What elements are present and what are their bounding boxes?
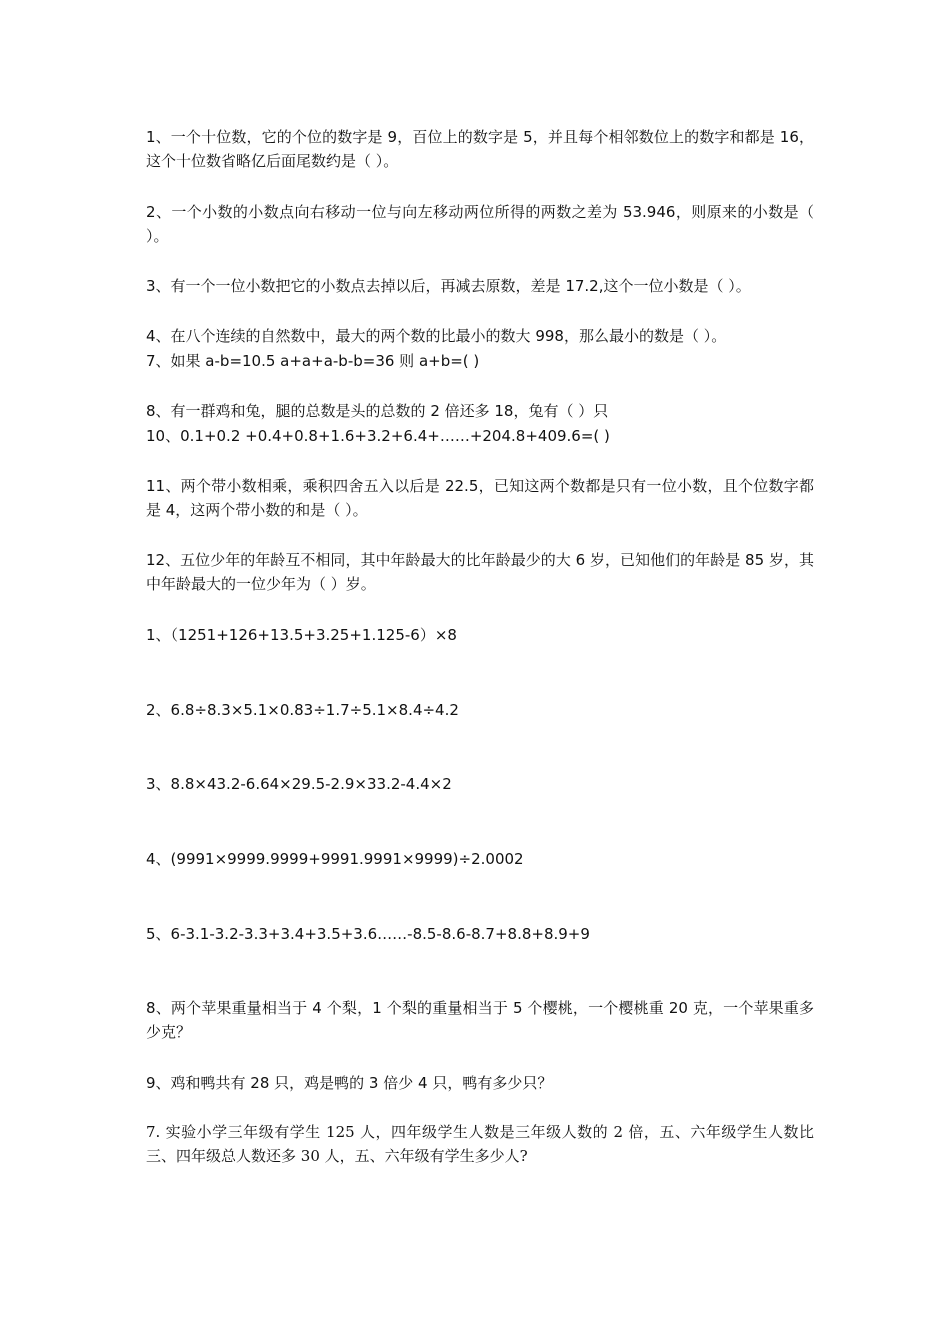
question-4-consecutive-numbers: 4、在八个连续的自然数中，最大的两个数的比最小的数大 998，那么最小的数是（ ）。 [146, 327, 727, 345]
question-1-ten-digit-number: 1、一个十位数，它的个位的数字是 9，百位上的数字是 5，并且每个相邻数位上的数字和都是 16，这个十位数省略亿后面尾数约是（ ）。 [146, 128, 814, 170]
calculation-5: 5、6-3.1-3.2-3.3+3.4+3.5+3.6……-8.5-8.6-8.7+8.8+8.9+9 [146, 925, 590, 943]
question-12-youth-ages: 12、五位少年的年龄互不相同，其中年龄最大的比年龄最少的大 6 岁，已知他们的年龄是 85 岁，其中年龄最大的一位少年为（ ）岁。 [146, 551, 814, 593]
question-10-doubling-sum: 10、0.1+0.2 +0.4+0.8+1.6+3.2+6.4+……+204.8+409.6=( ) [146, 427, 610, 445]
calculation-2: 2、6.8÷8.3×5.1×0.83÷1.7÷5.1×8.4÷4.2 [146, 701, 459, 719]
word-problem-8-apples-pears: 8、两个苹果重量相当于 4 个梨，1 个梨的重量相当于 5 个樱桃，一个樱桃重 20 克，一个苹果重多少克？ [146, 999, 814, 1041]
calculation-1: 1、（1251+126+13.5+3.25+1.125-6）×8 [146, 626, 457, 644]
calculation-4: 4、(9991×9999.9999+9991.9991×9999)÷2.0002 [146, 850, 524, 868]
word-problem-9-chickens-ducks: 9、鸡和鸭共有 28 只，鸡是鸭的 3 倍少 4 只，鸭有多少只？ [146, 1074, 553, 1092]
word-problem-7-school-students: 7. 实验小学三年级有学生 125 人，四年级学生人数是三年级人数的 2 倍，五、六年级学生人数比三、四年级总人数还多 30 人，五、六年级有学生多少人? [146, 1123, 814, 1165]
question-3-remove-decimal-point: 3、有一个一位小数把它的小数点去掉以后，再减去原数，差是 17.2,这个一位小数是（ ）。 [146, 277, 751, 295]
question-11-mixed-decimals: 11、两个带小数相乘，乘积四舍五入以后是 22.5，已知这两个数都是只有一位小数，且个位数字都是 4，这两个带小数的和是（ ）。 [146, 477, 814, 519]
question-2-decimal-shift: 2、一个小数的小数点向右移动一位与向左移动两位所得的两数之差为 53.946，则原来的小数是（ ）。 [146, 203, 814, 245]
question-8-chickens-rabbits: 8、有一群鸡和兔，腿的总数是头的总数的 2 倍还多 18，兔有（ ）只 [146, 402, 609, 420]
calculation-3: 3、8.8×43.2-6.64×29.5-2.9×33.2-4.4×2 [146, 775, 452, 793]
question-7-a-plus-b: 7、如果 a-b=10.5 a+a+a-b-b=36 则 a+b=( ) [146, 352, 480, 370]
